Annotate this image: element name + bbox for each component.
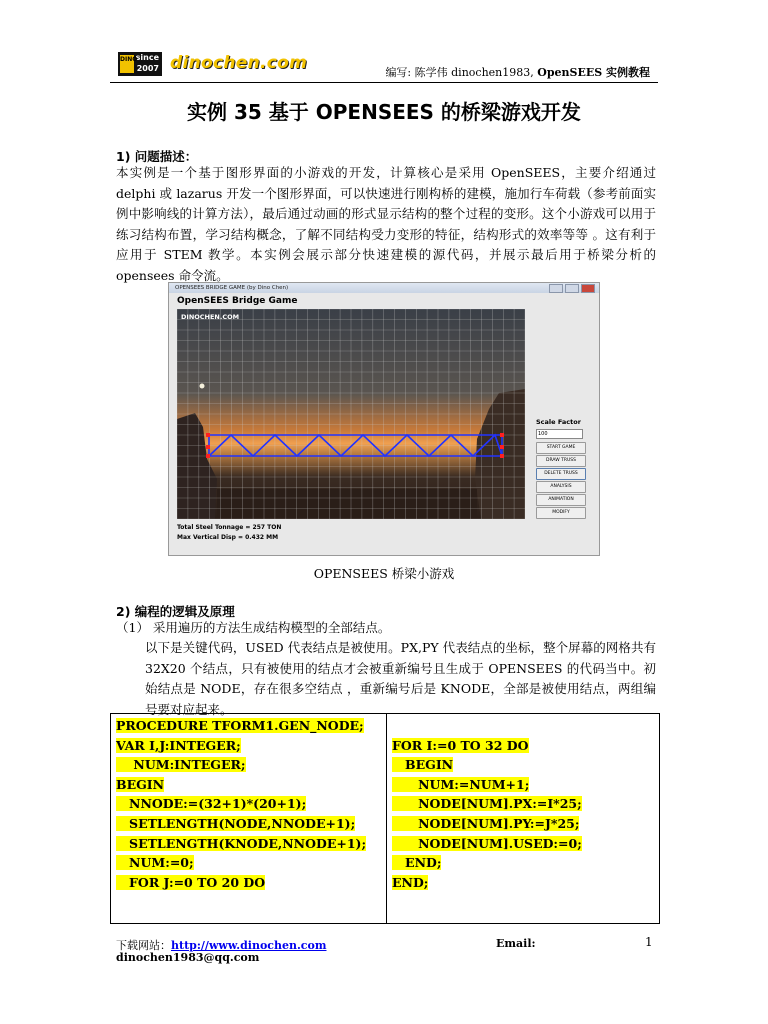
- logo-since: since: [135, 53, 159, 62]
- code-text: NODE[NUM].PY:=J*25;: [392, 815, 580, 831]
- code-line: [116, 755, 366, 775]
- code-text: BEGIN: [116, 776, 165, 792]
- section1-body: [116, 163, 656, 286]
- page-number: 1: [645, 935, 653, 949]
- code-text: BEGIN: [392, 757, 454, 773]
- code-text: NNODE:=(32+1)*(20+1);: [116, 796, 307, 812]
- maximize-icon: [565, 284, 579, 293]
- logo-mark: DINO: [120, 55, 134, 73]
- section2-item1-label: [116, 618, 656, 639]
- max-vertical-disp: Max Vertical Disp = 0.432 MM: [177, 534, 279, 541]
- moon-icon: [200, 384, 205, 389]
- code-text: PROCEDURE TFORM1.GEN_NODE;: [116, 718, 364, 733]
- left-cliff: [177, 413, 217, 519]
- delete-truss-button[interactable]: DELETE TRUSS: [536, 468, 586, 480]
- code-text: NUM:=0;: [116, 855, 194, 871]
- window-title: OPENSEES BRIDGE GAME (by Dino Chen): [175, 285, 289, 291]
- code-text: VAR I,J:INTEGER;: [116, 737, 241, 753]
- code-text: SETLENGTH(KNODE,NNODE+1);: [116, 835, 367, 851]
- code-text: SETLENGTH(NODE,NNODE+1);: [116, 815, 356, 831]
- code-line: [392, 834, 582, 854]
- modify-button[interactable]: MODIFY: [536, 507, 586, 519]
- footer-download-label: 下载网站：: [116, 939, 171, 952]
- code-line: [116, 794, 366, 814]
- logo-year: 2007: [136, 64, 159, 73]
- code-line: [116, 716, 366, 736]
- figure-caption: OPENSEES 桥梁小游戏: [313, 566, 455, 581]
- bridge-game-screenshot: [168, 282, 600, 556]
- animation-button[interactable]: ANIMATION: [536, 494, 586, 506]
- logo-text: dinochen.com: [170, 53, 308, 73]
- header-divider: [110, 82, 658, 83]
- code-line: [116, 853, 366, 873]
- code-line: [392, 873, 582, 893]
- code-line: [392, 775, 582, 795]
- code-line: [116, 736, 366, 756]
- code-table-divider: [386, 714, 387, 923]
- code-line: [392, 755, 582, 775]
- code-line: [392, 814, 582, 834]
- app-title: OpenSEES Bridge Game: [177, 296, 298, 306]
- code-line: [116, 814, 366, 834]
- code-line: [392, 736, 582, 756]
- close-icon: [581, 284, 595, 293]
- scale-factor-label: Scale Factor: [536, 418, 581, 426]
- section1-heading: 1) 问题描述：: [116, 149, 198, 164]
- header-author: [385, 64, 650, 80]
- code-text: NUM:INTEGER;: [116, 757, 246, 773]
- section2-item1-body: [145, 638, 656, 720]
- section2-item1-label-text: （1） 采用遍历的方法生成结构模型的全部结点。: [116, 620, 391, 635]
- logo-badge: [118, 52, 162, 76]
- footer-email-label: Email:: [496, 937, 536, 950]
- section2-item1-text: 以下是关键代码，USED 代表结点是被使用。PX,PY 代表结点的坐标，整个屏幕的网格共有 32X20 个结点，只有被使用的结点才会被重新编号且生成于 OPENSEES 的代码当中。初始结点是 NODE，存在很多空结点 ，重新编号后是 KNODE，全部是被使用结点，两组编号要对应起来。: [145, 640, 656, 717]
- header-tutorial-name: OpenSEES 实例教程: [537, 66, 650, 79]
- analysis-button[interactable]: ANALYSIS: [536, 481, 586, 493]
- scale-factor-input[interactable]: 100: [536, 429, 583, 439]
- footer-website-link[interactable]: http://www.dinochen.com: [171, 939, 327, 952]
- code-text: NUM:=NUM+1;: [392, 776, 530, 792]
- code-line: [392, 794, 582, 814]
- window-titlebar: [169, 283, 599, 293]
- section2-heading: 2) 编程的逻辑及原理: [116, 604, 235, 619]
- footer-email: dinochen1983@qq.com: [116, 951, 260, 964]
- code-text: END;: [392, 855, 442, 871]
- code-column-right: [392, 716, 582, 892]
- code-text: FOR I:=0 TO 32 DO: [392, 737, 529, 753]
- site-logo: [118, 52, 308, 78]
- header-author-prefix: 编写: 陈学伟 dinochen1983,: [385, 66, 538, 79]
- page-title: 实例 35 基于 OPENSEES 的桥梁游戏开发: [187, 100, 581, 124]
- minimize-icon: [549, 284, 563, 293]
- window-controls: [549, 284, 595, 292]
- code-line: [116, 834, 366, 854]
- code-column-left: [116, 716, 366, 892]
- grid: [177, 309, 525, 519]
- canvas-site-label: DINOCHEN.COM: [181, 313, 240, 321]
- code-text: END;: [392, 874, 429, 890]
- steel-tonnage: Total Steel Tonnage = 257 TON: [177, 524, 282, 531]
- code-text: NODE[NUM].USED:=0;: [392, 835, 582, 851]
- code-line: [116, 775, 366, 795]
- code-line: [392, 716, 582, 736]
- code-line: [392, 853, 582, 873]
- code-text: FOR J:=0 TO 20 DO: [116, 874, 266, 890]
- code-table: [110, 713, 660, 924]
- start-game-button[interactable]: START GAME: [536, 442, 586, 454]
- code-text: NODE[NUM].PX:=I*25;: [392, 796, 582, 812]
- canvas-drawing: [177, 309, 525, 519]
- draw-truss-button[interactable]: DRAW TRUSS: [536, 455, 586, 467]
- code-line: [116, 873, 366, 893]
- game-canvas: [177, 309, 525, 519]
- section1-text: 本实例是一个基于图形界面的小游戏的开发，计算核心是采用 OpenSEES，主要介绍通过 delphi 或 lazarus 开发一个图形界面，可以快速进行刚构桥的建模，施加行车荷载（参考前面实例中影响线的计算方法），最后通过动画的形式显示结构的整个过程的变形。这个小游戏可以用于练习结构布置，学习结构概念，了解不同结构受力变形的特征，结构形式的效率等等 。这有利于应用于 STEM 教学。本实例会展示部分快速建模的源代码，并展示最后用于桥梁分析的 opensees 命令流。: [116, 165, 656, 283]
